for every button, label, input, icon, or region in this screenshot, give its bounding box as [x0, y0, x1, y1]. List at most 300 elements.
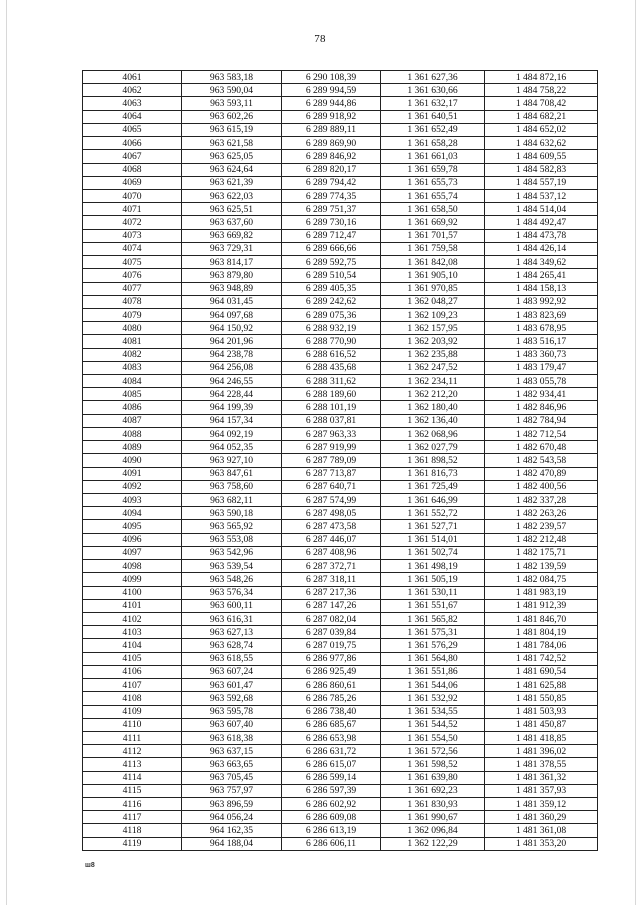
- value-cell-3: 1 361 898,52: [381, 454, 485, 467]
- value-cell-4: 1 483 992,92: [485, 295, 598, 308]
- value-cell-4: 1 484 514,04: [485, 203, 598, 216]
- value-cell-4: 1 481 804,19: [485, 626, 598, 639]
- point-number-cell: 4077: [83, 282, 182, 295]
- value-cell-2: 6 287 318,11: [282, 573, 381, 586]
- value-cell-2: 6 286 615,07: [282, 758, 381, 771]
- table-row: [83, 401, 598, 414]
- table-row: [83, 573, 598, 586]
- point-number-cell: 4117: [83, 811, 182, 824]
- value-cell-2: 6 286 977,86: [282, 652, 381, 665]
- value-cell-4: 1 481 550,85: [485, 692, 598, 705]
- value-cell-1: 964 256,08: [182, 361, 282, 374]
- value-cell-3: 1 361 990,67: [381, 811, 485, 824]
- value-cell-1: 963 616,31: [182, 612, 282, 625]
- value-cell-4: 1 483 678,95: [485, 322, 598, 335]
- value-cell-2: 6 287 919,99: [282, 441, 381, 454]
- value-cell-1: 963 618,38: [182, 731, 282, 744]
- value-cell-3: 1 361 575,31: [381, 626, 485, 639]
- point-number-cell: 4106: [83, 665, 182, 678]
- point-number-cell: 4111: [83, 731, 182, 744]
- value-cell-3: 1 361 627,36: [381, 71, 485, 84]
- value-cell-3: 1 361 527,71: [381, 520, 485, 533]
- value-cell-3: 1 362 068,96: [381, 427, 485, 440]
- point-number-cell: 4063: [83, 97, 182, 110]
- point-number-cell: 4064: [83, 110, 182, 123]
- value-cell-1: 963 627,13: [182, 626, 282, 639]
- table-row: [83, 718, 598, 731]
- value-cell-1: 963 948,89: [182, 282, 282, 295]
- value-cell-1: 963 927,10: [182, 454, 282, 467]
- value-cell-1: 963 602,26: [182, 110, 282, 123]
- table-row: [83, 71, 598, 84]
- value-cell-4: 1 484 632,62: [485, 137, 598, 150]
- value-cell-3: 1 361 505,19: [381, 573, 485, 586]
- value-cell-3: 1 362 048,27: [381, 295, 485, 308]
- scan-edge-right: [635, 0, 636, 905]
- value-cell-3: 1 361 816,73: [381, 467, 485, 480]
- value-cell-2: 6 289 889,11: [282, 123, 381, 136]
- table-row: [83, 163, 598, 176]
- table-row: [83, 348, 598, 361]
- value-cell-2: 6 287 789,09: [282, 454, 381, 467]
- point-number-cell: 4079: [83, 308, 182, 321]
- value-cell-3: 1 361 576,29: [381, 639, 485, 652]
- value-cell-1: 964 162,35: [182, 824, 282, 837]
- value-cell-1: 963 593,11: [182, 97, 282, 110]
- value-cell-4: 1 484 758,22: [485, 84, 598, 97]
- value-cell-2: 6 289 820,17: [282, 163, 381, 176]
- value-cell-1: 963 669,82: [182, 229, 282, 242]
- value-cell-3: 1 361 544,06: [381, 679, 485, 692]
- table-row: [83, 242, 598, 255]
- value-cell-2: 6 287 039,84: [282, 626, 381, 639]
- table-row: [83, 652, 598, 665]
- value-cell-2: 6 286 609,08: [282, 811, 381, 824]
- value-cell-2: 6 286 685,67: [282, 718, 381, 731]
- point-number-cell: 4068: [83, 163, 182, 176]
- value-cell-3: 1 361 669,92: [381, 216, 485, 229]
- value-cell-4: 1 481 418,85: [485, 731, 598, 744]
- value-cell-3: 1 361 640,51: [381, 110, 485, 123]
- value-cell-1: 964 150,92: [182, 322, 282, 335]
- value-cell-3: 1 361 498,19: [381, 560, 485, 573]
- value-cell-1: 963 758,60: [182, 480, 282, 493]
- value-cell-2: 6 287 372,71: [282, 560, 381, 573]
- table-row: [83, 427, 598, 440]
- value-cell-2: 6 286 613,19: [282, 824, 381, 837]
- point-number-cell: 4096: [83, 533, 182, 546]
- point-number-cell: 4094: [83, 507, 182, 520]
- value-cell-4: 1 482 175,71: [485, 546, 598, 559]
- value-cell-4: 1 481 690,54: [485, 665, 598, 678]
- value-cell-2: 6 289 774,35: [282, 189, 381, 202]
- value-cell-2: 6 287 473,58: [282, 520, 381, 533]
- value-cell-2: 6 287 498,05: [282, 507, 381, 520]
- value-cell-2: 6 286 925,49: [282, 665, 381, 678]
- value-cell-2: 6 289 510,54: [282, 269, 381, 282]
- value-cell-4: 1 484 492,47: [485, 216, 598, 229]
- value-cell-1: 963 592,68: [182, 692, 282, 705]
- value-cell-4: 1 483 823,69: [485, 308, 598, 321]
- table-row: [83, 441, 598, 454]
- point-number-cell: 4105: [83, 652, 182, 665]
- value-cell-4: 1 482 470,89: [485, 467, 598, 480]
- table-row: [83, 586, 598, 599]
- value-cell-2: 6 286 602,92: [282, 798, 381, 811]
- table-row: [83, 626, 598, 639]
- value-cell-1: 963 553,08: [182, 533, 282, 546]
- value-cell-3: 1 361 659,78: [381, 163, 485, 176]
- table-row: [83, 705, 598, 718]
- value-cell-4: 1 482 670,48: [485, 441, 598, 454]
- value-cell-2: 6 289 869,90: [282, 137, 381, 150]
- value-cell-2: 6 286 599,14: [282, 771, 381, 784]
- point-number-cell: 4102: [83, 612, 182, 625]
- point-number-cell: 4072: [83, 216, 182, 229]
- point-number-cell: 4082: [83, 348, 182, 361]
- table-row: [83, 216, 598, 229]
- value-cell-1: 964 097,68: [182, 308, 282, 321]
- value-cell-1: 964 188,04: [182, 837, 282, 850]
- table-row: [83, 454, 598, 467]
- table-row: [83, 824, 598, 837]
- point-number-cell: 4065: [83, 123, 182, 136]
- footer-mark: ш8: [85, 862, 95, 869]
- value-cell-3: 1 362 136,40: [381, 414, 485, 427]
- value-cell-1: 963 624,64: [182, 163, 282, 176]
- table-row: [83, 322, 598, 335]
- table-row: [83, 731, 598, 744]
- point-number-cell: 4070: [83, 189, 182, 202]
- table-row: [83, 520, 598, 533]
- value-cell-2: 6 289 592,75: [282, 256, 381, 269]
- value-cell-4: 1 481 625,88: [485, 679, 598, 692]
- value-cell-2: 6 289 994,59: [282, 84, 381, 97]
- point-number-cell: 4109: [83, 705, 182, 718]
- value-cell-1: 964 238,78: [182, 348, 282, 361]
- table-row: [83, 679, 598, 692]
- value-cell-3: 1 362 180,40: [381, 401, 485, 414]
- value-cell-1: 963 618,55: [182, 652, 282, 665]
- value-cell-2: 6 288 037,81: [282, 414, 381, 427]
- value-cell-2: 6 288 189,60: [282, 388, 381, 401]
- value-cell-3: 1 361 530,11: [381, 586, 485, 599]
- value-cell-2: 6 286 860,61: [282, 679, 381, 692]
- point-number-cell: 4088: [83, 427, 182, 440]
- value-cell-2: 6 287 713,87: [282, 467, 381, 480]
- point-number-cell: 4073: [83, 229, 182, 242]
- point-number-cell: 4080: [83, 322, 182, 335]
- value-cell-4: 1 484 537,12: [485, 189, 598, 202]
- table-row: [83, 308, 598, 321]
- value-cell-1: 964 199,39: [182, 401, 282, 414]
- value-cell-2: 6 289 751,37: [282, 203, 381, 216]
- value-cell-4: 1 484 708,42: [485, 97, 598, 110]
- value-cell-4: 1 482 400,56: [485, 480, 598, 493]
- value-cell-3: 1 361 544,52: [381, 718, 485, 731]
- value-cell-3: 1 361 572,56: [381, 745, 485, 758]
- value-cell-3: 1 361 534,55: [381, 705, 485, 718]
- value-cell-3: 1 361 658,50: [381, 203, 485, 216]
- page-number: 78: [314, 33, 326, 45]
- value-cell-4: 1 481 361,08: [485, 824, 598, 837]
- value-cell-4: 1 483 055,78: [485, 375, 598, 388]
- table-row: [83, 123, 598, 136]
- value-cell-1: 963 637,60: [182, 216, 282, 229]
- table-row: [83, 798, 598, 811]
- coordinates-table-body: [83, 71, 598, 851]
- table-row: [83, 467, 598, 480]
- value-cell-3: 1 361 632,17: [381, 97, 485, 110]
- point-number-cell: 4062: [83, 84, 182, 97]
- value-cell-3: 1 361 725,49: [381, 480, 485, 493]
- value-cell-3: 1 362 234,11: [381, 375, 485, 388]
- point-number-cell: 4099: [83, 573, 182, 586]
- table-row: [83, 665, 598, 678]
- value-cell-3: 1 362 203,92: [381, 335, 485, 348]
- value-cell-1: 963 615,19: [182, 123, 282, 136]
- value-cell-2: 6 286 653,98: [282, 731, 381, 744]
- value-cell-3: 1 361 830,93: [381, 798, 485, 811]
- value-cell-2: 6 288 770,90: [282, 335, 381, 348]
- value-cell-4: 1 484 872,16: [485, 71, 598, 84]
- value-cell-1: 964 228,44: [182, 388, 282, 401]
- value-cell-2: 6 289 794,42: [282, 176, 381, 189]
- value-cell-3: 1 362 096,84: [381, 824, 485, 837]
- value-cell-2: 6 287 640,71: [282, 480, 381, 493]
- value-cell-3: 1 361 564,80: [381, 652, 485, 665]
- point-number-cell: 4113: [83, 758, 182, 771]
- table-row: [83, 229, 598, 242]
- table-row: [83, 295, 598, 308]
- table-row: [83, 771, 598, 784]
- value-cell-3: 1 361 532,92: [381, 692, 485, 705]
- value-cell-4: 1 481 503,93: [485, 705, 598, 718]
- value-cell-2: 6 288 101,19: [282, 401, 381, 414]
- value-cell-2: 6 289 944,86: [282, 97, 381, 110]
- value-cell-2: 6 287 019,75: [282, 639, 381, 652]
- value-cell-1: 963 637,15: [182, 745, 282, 758]
- value-cell-1: 964 052,35: [182, 441, 282, 454]
- value-cell-2: 6 286 597,39: [282, 784, 381, 797]
- value-cell-1: 963 595,78: [182, 705, 282, 718]
- value-cell-1: 963 705,45: [182, 771, 282, 784]
- point-number-cell: 4090: [83, 454, 182, 467]
- value-cell-2: 6 288 311,62: [282, 375, 381, 388]
- value-cell-1: 963 601,47: [182, 679, 282, 692]
- value-cell-2: 6 288 932,19: [282, 322, 381, 335]
- value-cell-2: 6 289 918,92: [282, 110, 381, 123]
- table-row: [83, 282, 598, 295]
- point-number-cell: 4119: [83, 837, 182, 850]
- table-row: [83, 507, 598, 520]
- value-cell-1: 963 590,18: [182, 507, 282, 520]
- value-cell-3: 1 362 122,29: [381, 837, 485, 850]
- value-cell-4: 1 484 349,62: [485, 256, 598, 269]
- value-cell-2: 6 289 846,92: [282, 150, 381, 163]
- point-number-cell: 4078: [83, 295, 182, 308]
- value-cell-3: 1 362 027,79: [381, 441, 485, 454]
- table-row: [83, 375, 598, 388]
- value-cell-2: 6 288 616,52: [282, 348, 381, 361]
- value-cell-4: 1 481 361,32: [485, 771, 598, 784]
- table-row: [83, 811, 598, 824]
- value-cell-4: 1 481 450,87: [485, 718, 598, 731]
- point-number-cell: 4118: [83, 824, 182, 837]
- value-cell-3: 1 361 646,99: [381, 494, 485, 507]
- table-row: [83, 269, 598, 282]
- point-number-cell: 4084: [83, 375, 182, 388]
- value-cell-1: 963 729,31: [182, 242, 282, 255]
- value-cell-3: 1 361 652,49: [381, 123, 485, 136]
- value-cell-1: 963 621,58: [182, 137, 282, 150]
- value-cell-2: 6 289 075,36: [282, 308, 381, 321]
- value-cell-4: 1 481 353,20: [485, 837, 598, 850]
- point-number-cell: 4098: [83, 560, 182, 573]
- value-cell-1: 963 621,39: [182, 176, 282, 189]
- value-cell-3: 1 361 639,80: [381, 771, 485, 784]
- point-number-cell: 4114: [83, 771, 182, 784]
- table-row: [83, 137, 598, 150]
- value-cell-3: 1 361 598,52: [381, 758, 485, 771]
- point-number-cell: 4092: [83, 480, 182, 493]
- value-cell-4: 1 482 139,59: [485, 560, 598, 573]
- value-cell-3: 1 362 157,95: [381, 322, 485, 335]
- value-cell-2: 6 287 574,99: [282, 494, 381, 507]
- value-cell-4: 1 481 396,02: [485, 745, 598, 758]
- point-number-cell: 4116: [83, 798, 182, 811]
- value-cell-1: 963 757,97: [182, 784, 282, 797]
- value-cell-3: 1 362 109,23: [381, 308, 485, 321]
- value-cell-2: 6 289 242,62: [282, 295, 381, 308]
- value-cell-2: 6 289 666,66: [282, 242, 381, 255]
- point-number-cell: 4083: [83, 361, 182, 374]
- value-cell-3: 1 361 502,74: [381, 546, 485, 559]
- value-cell-1: 963 622,03: [182, 189, 282, 202]
- value-cell-4: 1 482 784,94: [485, 414, 598, 427]
- value-cell-1: 963 625,51: [182, 203, 282, 216]
- table-row: [83, 692, 598, 705]
- table-row: [83, 256, 598, 269]
- value-cell-4: 1 481 357,93: [485, 784, 598, 797]
- point-number-cell: 4112: [83, 745, 182, 758]
- point-number-cell: 4095: [83, 520, 182, 533]
- point-number-cell: 4086: [83, 401, 182, 414]
- point-number-cell: 4115: [83, 784, 182, 797]
- value-cell-4: 1 481 912,39: [485, 599, 598, 612]
- value-cell-1: 963 607,40: [182, 718, 282, 731]
- table-row: [83, 639, 598, 652]
- value-cell-3: 1 361 842,08: [381, 256, 485, 269]
- value-cell-1: 963 814,17: [182, 256, 282, 269]
- value-cell-3: 1 361 658,28: [381, 137, 485, 150]
- table-row: [83, 414, 598, 427]
- value-cell-3: 1 361 565,82: [381, 612, 485, 625]
- point-number-cell: 4074: [83, 242, 182, 255]
- value-cell-4: 1 484 426,14: [485, 242, 598, 255]
- value-cell-3: 1 361 970,85: [381, 282, 485, 295]
- value-cell-4: 1 482 543,58: [485, 454, 598, 467]
- point-number-cell: 4107: [83, 679, 182, 692]
- value-cell-4: 1 482 212,48: [485, 533, 598, 546]
- value-cell-1: 963 539,54: [182, 560, 282, 573]
- point-number-cell: 4097: [83, 546, 182, 559]
- value-cell-3: 1 361 905,10: [381, 269, 485, 282]
- value-cell-1: 963 607,24: [182, 665, 282, 678]
- value-cell-2: 6 286 738,40: [282, 705, 381, 718]
- point-number-cell: 4103: [83, 626, 182, 639]
- point-number-cell: 4091: [83, 467, 182, 480]
- value-cell-1: 963 548,26: [182, 573, 282, 586]
- value-cell-4: 1 481 378,55: [485, 758, 598, 771]
- point-number-cell: 4087: [83, 414, 182, 427]
- value-cell-4: 1 481 784,06: [485, 639, 598, 652]
- point-number-cell: 4108: [83, 692, 182, 705]
- value-cell-1: 963 565,92: [182, 520, 282, 533]
- value-cell-2: 6 287 147,26: [282, 599, 381, 612]
- table-row: [83, 388, 598, 401]
- point-number-cell: 4104: [83, 639, 182, 652]
- point-number-cell: 4076: [83, 269, 182, 282]
- table-row: [83, 758, 598, 771]
- point-number-cell: 4101: [83, 599, 182, 612]
- value-cell-4: 1 483 360,73: [485, 348, 598, 361]
- value-cell-4: 1 482 239,57: [485, 520, 598, 533]
- table-row: [83, 84, 598, 97]
- value-cell-3: 1 361 514,01: [381, 533, 485, 546]
- value-cell-4: 1 483 179,47: [485, 361, 598, 374]
- value-cell-3: 1 362 247,52: [381, 361, 485, 374]
- value-cell-2: 6 286 785,26: [282, 692, 381, 705]
- value-cell-1: 963 663,65: [182, 758, 282, 771]
- coordinates-table: [82, 70, 598, 851]
- value-cell-1: 963 628,74: [182, 639, 282, 652]
- value-cell-1: 963 879,80: [182, 269, 282, 282]
- value-cell-1: 963 583,18: [182, 71, 282, 84]
- point-number-cell: 4069: [83, 176, 182, 189]
- value-cell-2: 6 286 606,11: [282, 837, 381, 850]
- value-cell-1: 963 896,59: [182, 798, 282, 811]
- value-cell-1: 963 682,11: [182, 494, 282, 507]
- value-cell-4: 1 481 983,19: [485, 586, 598, 599]
- value-cell-4: 1 481 846,70: [485, 612, 598, 625]
- value-cell-1: 964 056,24: [182, 811, 282, 824]
- table-row: [83, 203, 598, 216]
- value-cell-4: 1 484 158,13: [485, 282, 598, 295]
- value-cell-4: 1 484 557,19: [485, 176, 598, 189]
- table-row: [83, 546, 598, 559]
- value-cell-3: 1 361 701,57: [381, 229, 485, 242]
- value-cell-1: 963 590,04: [182, 84, 282, 97]
- table-row: [83, 612, 598, 625]
- value-cell-4: 1 482 263,26: [485, 507, 598, 520]
- point-number-cell: 4061: [83, 71, 182, 84]
- value-cell-2: 6 287 217,36: [282, 586, 381, 599]
- value-cell-4: 1 482 084,75: [485, 573, 598, 586]
- value-cell-3: 1 361 655,73: [381, 176, 485, 189]
- value-cell-2: 6 288 435,68: [282, 361, 381, 374]
- value-cell-3: 1 361 551,86: [381, 665, 485, 678]
- value-cell-4: 1 484 582,83: [485, 163, 598, 176]
- value-cell-3: 1 361 661,03: [381, 150, 485, 163]
- value-cell-4: 1 481 742,52: [485, 652, 598, 665]
- value-cell-3: 1 362 235,88: [381, 348, 485, 361]
- value-cell-1: 963 576,34: [182, 586, 282, 599]
- value-cell-4: 1 484 652,02: [485, 123, 598, 136]
- value-cell-1: 964 246,55: [182, 375, 282, 388]
- value-cell-2: 6 289 405,35: [282, 282, 381, 295]
- value-cell-4: 1 484 682,21: [485, 110, 598, 123]
